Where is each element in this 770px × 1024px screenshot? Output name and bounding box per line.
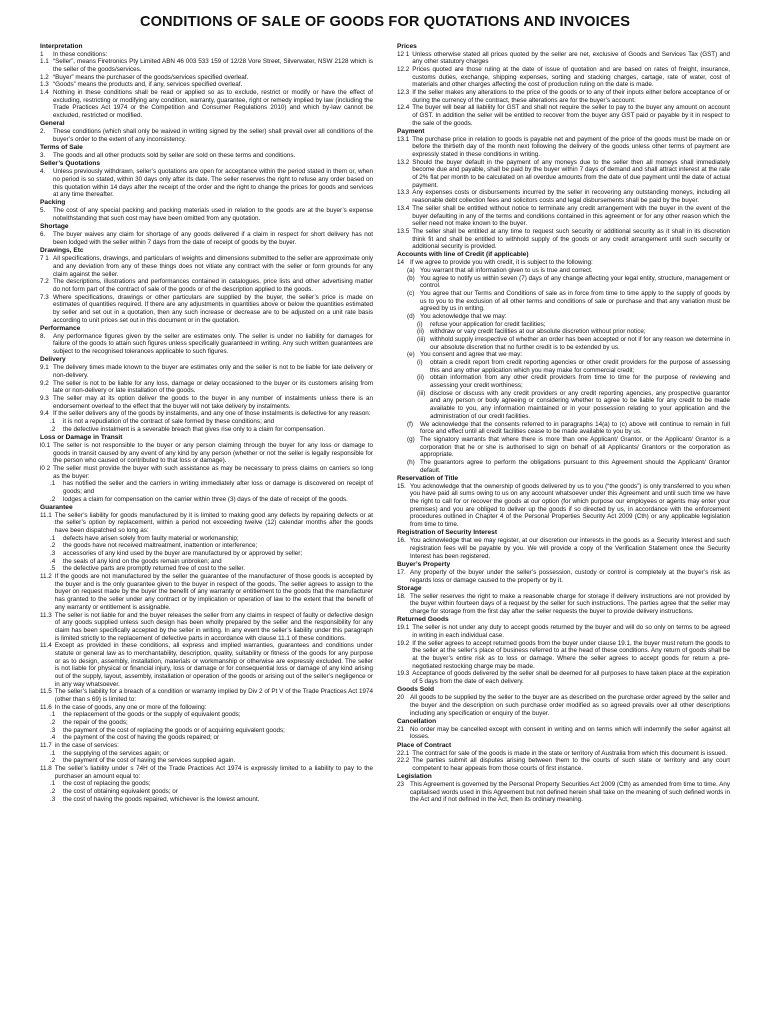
clause-number: 19.3 (397, 670, 410, 678)
clause-text: refuse your application for credit facilities; (430, 320, 546, 328)
clause-number: 12.4 (397, 104, 410, 112)
clause-text: If the seller makes any alterations to the price of the goods or to any of their inputs either before acceptance of or during the currency of the contract, these alterations are for the buyer’s account. (412, 88, 730, 104)
clause-number: (iii) (417, 336, 426, 344)
clause-text: The seller is not to be liable for any loss, damage or delay occasioned to the buyer or its customers arising from late or non-delivery or late installation of the goods. (53, 379, 373, 395)
section-heading: Loss or Damage in Transit (40, 433, 123, 441)
clause (397, 189, 730, 204)
section-heading: Cancellation (397, 717, 437, 725)
clause-number: 3. (40, 151, 46, 159)
clause-text: All specifications, drawings, and particulars of weights and dimensions submitted to the seller are approximate only and any deviation from any of these things does not vitiate any contract with the seller or form grounds for any claim against the seller. (53, 255, 373, 278)
clause (40, 51, 373, 59)
clause-number: (f) (407, 420, 413, 428)
clause-number: 12.3 (397, 88, 410, 96)
clause-number: 9.3 (40, 394, 49, 402)
clause-number: 1.1 (40, 58, 49, 66)
clause-number: (a) (407, 267, 415, 275)
clause-number: .1 (50, 417, 56, 425)
section-heading: Packing (40, 199, 66, 207)
section-heading: Place of Contract (397, 741, 452, 749)
clause (40, 742, 373, 750)
clause-number: .4 (50, 734, 56, 742)
clause-text: The seller must provide the buyer with such assistance as may be necessary to press claims on carriers so long as the buyer: (53, 464, 373, 480)
clause-text: The seller’s liability under s 74H of the Trade Practices Act 1974 is expressly limited to a liability to pay to the purchaser an amount equal to: (54, 764, 373, 780)
clause-number: .1 (50, 749, 56, 757)
clause (397, 757, 730, 772)
clause-text: You warrant that all information given to us is true and correct. (420, 267, 593, 275)
clause-number: (b) (407, 274, 415, 282)
clause-number: .1 (50, 780, 56, 788)
clause (397, 275, 730, 290)
clause-text: “Seller”, means Firetronics Pty Limited ABN 46 003 533 159 of 12/28 Vore Street, Silverwater, NSW 2128 which is the seller of the goods/services. (53, 58, 373, 73)
section-heading: Terms of Sale (40, 143, 83, 151)
clause-text: has notified the seller and the carriers in writing immediately after loss or damage is discovered on receipt of goods; and (63, 480, 373, 495)
clause (40, 612, 373, 643)
clause (40, 152, 373, 160)
clause-number: 23 (397, 781, 405, 789)
clause-text: Any expenses costs or disbursements incurred by the seller in recovering any outstanding moneys, including all reasonable debt collection fees and solicitors costs and legal disbursements shall be paid by the buyer. (412, 189, 730, 205)
clause-number: 15. (397, 482, 406, 490)
clause-number: 11.8 (40, 764, 52, 772)
clause-text: obtain a credit report from credit reporting agencies or other credit providers for the purpose of assessing this and any other application which you may make for commercial credit; (430, 359, 730, 374)
clause (40, 535, 373, 543)
clause (40, 642, 373, 688)
clause-text: These conditions (which shall only be waived in writing signed by the seller) shall prevail over all conditions of the buyer’s order to the extent of any inconsistency. (53, 128, 373, 143)
clause-number: 11.6 (40, 703, 52, 711)
clause (40, 442, 373, 465)
clause-number: .3 (50, 550, 56, 558)
clause-number: 1.3 (40, 81, 49, 89)
clause-number: (i) (417, 320, 423, 328)
clause-text: In the case of goods, any one or more of the following: (54, 703, 207, 711)
clause-number: 6. (40, 231, 46, 239)
clause (397, 89, 730, 104)
clause (40, 465, 373, 480)
clause (397, 259, 730, 267)
clause-text: withhold supply irrespective of whether an order has been accepted or not if for any reason we determine in our absolute discretion that no further credit is to be extended by us. (430, 336, 730, 351)
clause (40, 711, 373, 719)
clause-text: No order may be cancelled except with consent in writing and on terms which will indemnify the seller against all losses. (410, 725, 730, 741)
clause (40, 719, 373, 727)
clause-text: Any performance figures given by the seller are estimates only. The seller is under no liability for damages for failure of the goods to attain such figures unless specifically guaranteed in writing. Any such written guarantees are subject to the recognised tolerances applicable to such figures. (53, 332, 373, 356)
clause-text: The seller is not liable for and the buyer releases the seller from any claims in respect of faulty or defective design of any goods supplied unless such design has been wholly prepared by the seller and the responsibility for any claim has been specifically accepted by the seller in writing. In any event the seller’s liability under this paragraph is limited strictly to the replacement of defective parts in accordance with clause 11.1 of these conditions. (54, 611, 373, 642)
clause-text: the repair of the goods; (63, 718, 128, 726)
clause (397, 483, 730, 529)
clause (40, 380, 373, 395)
clause (40, 418, 373, 426)
clause-text: The guarantors agree to perform the obligations pursuant to this Agreement should the Applicant/ Grantor default. (420, 458, 730, 474)
clause-text: the cost of having the goods repaired, whichever is the lowest amount. (63, 795, 260, 803)
clause (397, 313, 730, 321)
clause (40, 704, 373, 712)
clause (397, 359, 730, 374)
clause-number: (ii) (417, 328, 424, 336)
clause-number: 11.2 (40, 573, 52, 581)
clause (40, 410, 373, 418)
clause-number: 22.2 (397, 757, 410, 765)
clause-text: If the goods are not manufactured by the seller the guarantee of the manufacturer of those goods is accepted by the buyer and is the only guarantee given to the buyer in respect of the goods. The seller agrees to assign to the buyer on request made by the buyer the benefit of any warranty or entitlement to the goods that the manufacturer has granted to the seller under any contract or by implication or operation of law to the extent that the benefit of any warranty or entitlement is assignable. (54, 573, 373, 611)
section-heading: Registration of Security Interest (397, 529, 498, 537)
clause (397, 694, 730, 717)
clause-number: 9.4 (40, 410, 49, 418)
clause-text: Nothing in these conditions shall be read or applied so as to exclude, restrict or modify or have the effect of excluding, restricting or modifying any condition, warranty, guarantee, right or remedy implied by law (including the Trade Practices Act 1974 or the Competition and Consumer Regulations 2010) and which by-law cannot be excluded, restricted or modified. (53, 88, 373, 119)
clause-text: The contract for sale of the goods is made in the state or territory of Australia from which this document is issued. (412, 749, 727, 757)
clause-text: Unless previously withdrawn, seller’s quotations are open for acceptance within the period stated in them or, when no period is so stated, within 30 days only after its date. The seller reserves the right to refuse any order based on this quotation within 14 days after the receipt of the order and the right to change the prices for goods and services at any time thereafter. (53, 168, 373, 199)
clause-text: withdraw or vary credit facilities at our absolute discretion without prior notice; (430, 328, 646, 336)
clause (40, 757, 373, 765)
clause-number: 9.2 (40, 379, 49, 387)
clause-number: 19.1 (397, 624, 410, 632)
clause-number: 2. (40, 128, 46, 136)
clause-number: 11.5 (40, 688, 52, 696)
clause (40, 496, 373, 504)
clause-text: The signatory warrants that where there is more than one Applicant/ Grantor, or the Applicant/ Grantor is a corporation that he or she is authorised to sign on behalf of all Applicants/ Grantors or the corporation as appropriate. (420, 435, 730, 459)
clause (40, 278, 373, 293)
clause-text: The cost of any special packing and packing materials used in relation to the goods are at the buyer’s expense notwithstanding that such cost may have been omitted from any quotation. (53, 207, 373, 223)
clause-text: Unless otherwise stated all prices quoted by the seller are net, exclusive of Goods and Services Tax (GST) and any other statutory charges (412, 50, 730, 66)
clause-text: the defective instalment is a severable breach that gives rise only to a claim for compensation. (63, 425, 326, 433)
clause-text: the supplying of the services again; or (63, 749, 169, 757)
clause (40, 734, 373, 742)
clause-number: 13.5 (397, 227, 410, 235)
clause-number: 13.2 (397, 158, 410, 166)
clause (397, 351, 730, 359)
clause-text: Prices quoted are those ruling at the date of issue of quotation and are based on rates of freight, insurance, customs duties, exchange, shipping expenses, sorting and stacking charges, cartage, rate of water, cost of materials and other charges affecting the cost of production ruling on the date is made. (412, 65, 730, 89)
clause-text: The seller is not responsible to the buyer or any person claiming through the buyer for any loss or damage to goods in transit caused by any event of any kind by any person (whether or not the seller is legally responsible for the person who caused or contributed to that loss or damage). (53, 441, 373, 465)
clause-number: 4. (40, 168, 46, 176)
clause (397, 104, 730, 127)
clause-number: .2 (50, 757, 56, 765)
clause-text: the payment of the cost of having the services supplied again. (63, 757, 236, 765)
clause (40, 558, 373, 566)
clause (40, 58, 373, 73)
section-heading: Returned Goods (397, 616, 449, 624)
clause-text: The seller’s liability for goods manufactured by it is limited to making good any defects by repairing defects or at the seller’s option by replacement, within a period not exceeding twelve (12) calendar months after the goods have been dispatched so long as: (54, 511, 373, 535)
clause-number: 11.7 (40, 741, 52, 749)
section-heading: Performance (40, 324, 81, 332)
clause (40, 573, 373, 611)
clause-text: The buyer waives any claim for shortage of any goods delivered if a claim in respect for short delivery has not been lodged with the seller within 7 days from the date of receipt of goods by the buyer. (53, 231, 373, 246)
clause-text: If the seller delivers any of the goods by instalments, and any one of those instalments is defective for any reason: (53, 410, 371, 418)
clause-number: 18. (397, 592, 406, 600)
clause (397, 640, 730, 671)
clause (40, 333, 373, 356)
section-heading: Storage (397, 584, 422, 592)
clause-text: The seller shall be entitled at any time to request such security or additional security as it shall in its discretion think fit and shall be entitled to withhold supply of the goods or any credit arrangement until such security or additional security is provided. (412, 227, 730, 251)
section-heading: Drawings, Etc (40, 247, 84, 255)
clause-text: the replacement of the goods or the supply of equivalent goods; (63, 711, 241, 719)
clause-number: (h) (407, 458, 415, 466)
clause-number: 22.1 (397, 749, 410, 757)
clause-number: 1.2 (40, 73, 49, 81)
clause (397, 159, 730, 190)
clause-text: The seller is not under any duty to accept goods returned by the buyer and will do so only on terms to be agreed in writing in each individual case. (412, 624, 730, 639)
clause-number: 19.2 (397, 639, 410, 647)
clause-number: .2 (50, 495, 56, 503)
clause-number: 13.4 (397, 204, 410, 212)
clause (397, 750, 730, 758)
clause-text: You consent and agree that we may: (420, 351, 522, 359)
clause-text: You agree to notify us within seven (7) days of any change affecting your legal entity, structure, management or control. (420, 274, 730, 290)
clause-text: disclose or discuss with any credit providers or any credit reporting agencies, any prospective guarantor and any person or body agreeing or considering whether to agree to be liable for any credit to be made available to you, any information maintained or in your possession relating to your application and the administration of our credit facilities. (430, 389, 730, 420)
clause (40, 512, 373, 535)
clause-number: 20 (397, 694, 405, 702)
clause-number: 13.1 (397, 135, 410, 143)
columns (40, 42, 730, 804)
clause (397, 459, 730, 474)
clause-text: the cost of obtaining equivalent goods; or (63, 787, 178, 795)
clause (40, 542, 373, 550)
clause-number: 12 1 (397, 50, 410, 58)
clause-number: 13.3 (397, 189, 410, 197)
clause-text: it is not a repudiation of the contract of sale formed by these conditions; and (63, 417, 275, 425)
clause-number: l0.1 (40, 441, 51, 449)
clause-text: If the seller agrees to accept returned goods from the buyer under clause 19.1, the buyer must return the goods to the seller at the seller’s place of business referred to at the head of these conditions. Any return of goods shall be at the buyer’s entire risk as to loss or damage. Where the seller agrees to accept goods for return a pre-negotiated restocking charge may be made. (412, 639, 730, 670)
clause-text: The parties submit all disputes arising between them to the courts of such state or territory and any court competent to hear appeals from those courts of first instance. (412, 757, 730, 772)
clause-number: 12.2 (397, 65, 410, 73)
clause (397, 290, 730, 313)
clause-text: You acknowledge that we may: (420, 313, 507, 321)
clause (397, 136, 730, 159)
clause-number: 1 (40, 50, 44, 58)
clause-text: lodges a claim for compensation on the carrier within three (3) days of the date of receipt of the goods. (63, 495, 348, 503)
section-heading: Guarantee (40, 503, 73, 511)
clause (40, 395, 373, 410)
clause (40, 780, 373, 788)
clause-text: Acceptance of goods delivered by the seller shall be deemed for all purposes to have taken place at the expiration of 5 days from the date of each delivery. (412, 670, 730, 685)
clause-text: You agree that our Terms and Conditions of sale as in force from time to time apply to the supply of goods by us to you to the exclusion of all other terms and conditions of sale or purchase and that any variation must be agreed by us in writing. (420, 290, 730, 313)
section-heading: Goods Sold (397, 686, 434, 694)
clause (397, 374, 730, 389)
clause-number: .1 (50, 480, 56, 488)
clause (397, 66, 730, 89)
clause (397, 726, 730, 741)
clause-number: 11.1 (40, 511, 52, 519)
clause-number: 14 (397, 259, 405, 267)
clause-number: (ii) (417, 374, 424, 382)
section-heading: Shortage (40, 223, 69, 231)
clause-text: You acknowledge that we may register, at our discretion our interests in the goods as a Security Interest and such registration fees will be payable by you. We will provide a copy of the Verification Statement once the Security Interest has been registered. (410, 537, 730, 560)
clause (397, 205, 730, 228)
clause-text: Any property of the buyer under the seller’s possession, custody or control is completely at the buyer’s risk as regards loss or damage caused to the property or by it. (410, 568, 730, 584)
clause-text: The delivery times made known to the buyer are estimates only and the seller is not to be liable for late delivery or non-delivery. (53, 364, 373, 379)
clause (397, 321, 730, 329)
clause (40, 89, 373, 120)
section-heading: Reservation of Title (397, 474, 459, 482)
clause-text: The goods and all other products sold by seller are sold on these terms and conditions. (53, 151, 296, 159)
clause-text: If we agree to provide you with credit, it is subject to the following: (410, 259, 593, 267)
clause (397, 670, 730, 685)
clause (40, 788, 373, 796)
clause-text: The seller’s liability for a breach of a condition or warranty implied by Div 2 of Pt V of the Trade Practices Act 1974 (other than s 69) is limited to: (54, 688, 373, 703)
clause-number: 8. (40, 332, 46, 340)
clause (397, 569, 730, 584)
document-title: CONDITIONS OF SALE OF GOODS FOR QUOTATIONS AND INVOICES (139, 14, 631, 30)
clause (40, 74, 373, 82)
clause-number: .2 (50, 787, 56, 795)
clause (40, 207, 373, 222)
clause-number: 9.1 (40, 364, 49, 372)
clause-text: The purchase price in relation to goods is payable net and payment of the price of the goods must be made on or before the thirtieth day of the month next following the delivery of the goods unless other terms of payment are expressly stated in these conditions in writing. (412, 135, 730, 159)
clause-text: Except as provided in these conditions, all express and implied warranties, guarantees and conditions under statute or general law as to merchantability, description, quality, suitability or fitness of the goods for any purpose or as to design, assembly, installation, materials or workmanship or otherwise are expressly excluded. The seller is not liable for physical or financial injury, loss or damage or for consequential loss or damage of any kind arising out of the supply, layout, assembly, installation or operation of the goods or arising out of the seller’s negligence or in any way whatsoever. (54, 642, 373, 688)
clause-number: .4 (50, 557, 56, 565)
clause (397, 328, 730, 336)
clause (40, 480, 373, 495)
clause-text: Should the buyer default in the payment of any moneys due to the seller then all moneys shall immediately become due and payable, shall be paid by the buyer within 7 days of demand and shall attract interest at the rate of 2% flat per month to be calculated on all overdue amounts from the date of due payment until the date of actual payment. (412, 158, 730, 189)
clause-number: (c) (407, 290, 415, 298)
clause-number: 1.4 (40, 88, 49, 96)
clause-number: .1 (50, 534, 56, 542)
clause-number: l0 2 (40, 464, 51, 472)
clause-text: the cost of replacing the goods; (63, 780, 151, 788)
clause (40, 255, 373, 278)
clause-text: The descriptions, illustrations and performances contained in catalogues, price lists and other advertising matter do not form part of the contract of sale of the goods or of the description applied to the goods. (53, 278, 373, 293)
clause-number: 7.2 (40, 278, 49, 286)
clause (397, 781, 730, 804)
clause (40, 727, 373, 735)
clause-text: the payment of the cost of replacing the goods or of acquiring equivalent goods; (63, 726, 285, 734)
left-column (40, 42, 373, 804)
clause-text: obtain information from any other credit providers from time to time for the purpose of reviewing and assessing your credit worthiness; (430, 374, 730, 390)
clause-number: (e) (407, 351, 415, 359)
clause (40, 231, 373, 246)
clause-number: 5. (40, 207, 46, 215)
section-heading: Delivery (40, 356, 66, 364)
clause (397, 267, 730, 275)
clause-number: .3 (50, 726, 56, 734)
clause (40, 364, 373, 379)
section-heading: Seller’s Quotations (40, 160, 101, 168)
clause (397, 436, 730, 459)
section-heading: Prices (397, 42, 417, 50)
clause (40, 796, 373, 804)
clause-number: 7 1 (40, 255, 49, 263)
section-heading: Interpretation (40, 42, 83, 50)
clause-number: 11.4 (40, 642, 52, 650)
clause-text: the defective parts are promptly returned free of cost to the seller. (63, 565, 246, 573)
clause-number: 17. (397, 568, 406, 576)
clause-text: accessories of any kind used by the buyer are manufactured by or approved by seller; (63, 550, 303, 558)
clause-text: the goods have not received maltreatment, inattention or interference; (63, 542, 258, 550)
clause (397, 421, 730, 436)
clause (40, 81, 373, 89)
clause (40, 688, 373, 703)
clause (397, 593, 730, 616)
clause (397, 336, 730, 351)
clause (40, 128, 373, 143)
clause-text: “Goods” means the products and, if any, services specified overleaf. (53, 81, 243, 89)
clause-text: The seller may at its option deliver the goods to the buyer in any number of instalments unless there is an endorsement overleaf to the effect that the buyer will not take delivery by instalments. (53, 394, 373, 410)
clause-number: 7.3 (40, 293, 49, 301)
clause-number: (i) (417, 359, 423, 367)
clause-text: the seals of any kind on the goods remain unbroken; and (63, 557, 222, 565)
clause-text: in the case of services: (54, 741, 119, 749)
clause-text: “Buyer” means the purchaser of the goods/services specified overleaf. (53, 73, 249, 81)
section-heading: Buyer’s Property (397, 560, 451, 568)
section-heading: General (40, 120, 65, 128)
clause-number: 21 (397, 725, 405, 733)
clause (40, 168, 373, 199)
clause (40, 565, 373, 573)
clause (397, 390, 730, 421)
clause (397, 537, 730, 560)
section-heading: Legislation (397, 773, 432, 781)
clause (40, 426, 373, 434)
clause-text: The buyer will bear all liability for GST and shall not require the seller to pay to the buyer any amount on account of GST. In addition the seller will be entitled to recover from the buyer any GST paid or payable by it in respect to the sale of the goods. (412, 104, 730, 127)
clause (40, 550, 373, 558)
clause (40, 750, 373, 758)
clause-number: .2 (50, 718, 56, 726)
clause-number: .2 (50, 542, 56, 550)
clause-number: 16. (397, 537, 406, 545)
clause-text: Where specifications, drawings or other particulars are supplied by the buyer, the seller’s price is made on estimates of quantities required. If there are any adjustments in quantities above or below the quantities estimated by seller and set out in a quotation, then any such increase or decrease are to be adjusted on a unit rate basis according to unit prices set out in this document or in the quotation. (53, 293, 373, 324)
clause-number: .1 (50, 711, 56, 719)
right-column (397, 42, 730, 804)
clause-number: (d) (407, 313, 415, 321)
clause-text: We acknowledge that the consents referred to in paragraphs 14(a) to (c) above will continue to remain in full force and effect until all credit facilities cease to be made available to you by us. (420, 420, 730, 436)
clause-number: .3 (50, 795, 56, 803)
clause-text: The seller shall be entitled without notice to terminate any credit arrangement with the buyer in the event of the buyer defaulting in any of the terms and conditions contained in this agreement or for any other reason which the seller need not make known to the buyer. (412, 204, 730, 228)
section-heading: Accounts with line of Credit (if applicable) (397, 251, 529, 259)
clause-text: You acknowledge that the ownership of goods delivered by us to you (“the goods”) is only transferred to you when you have paid all sums owing to us on any account whatsoever under this Agreement and until such time we have the right to call for or recover the goods at our option (for which purpose our employees or agents may enter your premises) and you are obliged to deliver up the goods if so directed by us, in accordance with the enforcement procedures outlined in Chapter 4 of the Personal Properties Security Act 2009 (Cth) or any applicable legislation from time to time. (410, 482, 730, 529)
clause-number: .5 (50, 565, 56, 573)
clause-text: the payment of the cost of having the goods repaired; or (63, 734, 220, 742)
clause (397, 624, 730, 639)
clause-number: (g) (407, 435, 415, 443)
clause-number: .2 (50, 425, 56, 433)
clause-text: In these conditions: (53, 50, 108, 58)
clause (397, 51, 730, 66)
clause-text: defects have arisen solely from faulty material or workmanship; (63, 534, 239, 542)
clause-text: The seller reserves the right to make a reasonable charge for storage if delivery instructions are not provided by the buyer within fourteen days of a request by the seller for such instructions. The parties agree that the seller may charge for storage from the first day after the seller requests the buyer to provide delivery instructions. (410, 592, 730, 616)
clause-text: All goods to be supplied by the seller to the buyer are as described on the purchase order agreed by the seller and the buyer and the description on such purchase order modified as so agreed prevails over all other descriptions including any specification or enquiry of the buyer. (410, 694, 730, 717)
clause (40, 294, 373, 325)
clause (397, 228, 730, 251)
clause-text: This Agreement is governed by the Personal Property Securities Act 2009 (Cth) as amended from time to time. Any capitalised words used in this Agreement but not defined herein shall take on the meaning of such defined words in the Act and if not defined in the Act, then its ordinary meaning. (410, 781, 730, 804)
clause-number: (iii) (417, 389, 426, 397)
clause-number: 11.3 (40, 611, 52, 619)
section-heading: Payment (397, 127, 425, 135)
clause (40, 765, 373, 780)
